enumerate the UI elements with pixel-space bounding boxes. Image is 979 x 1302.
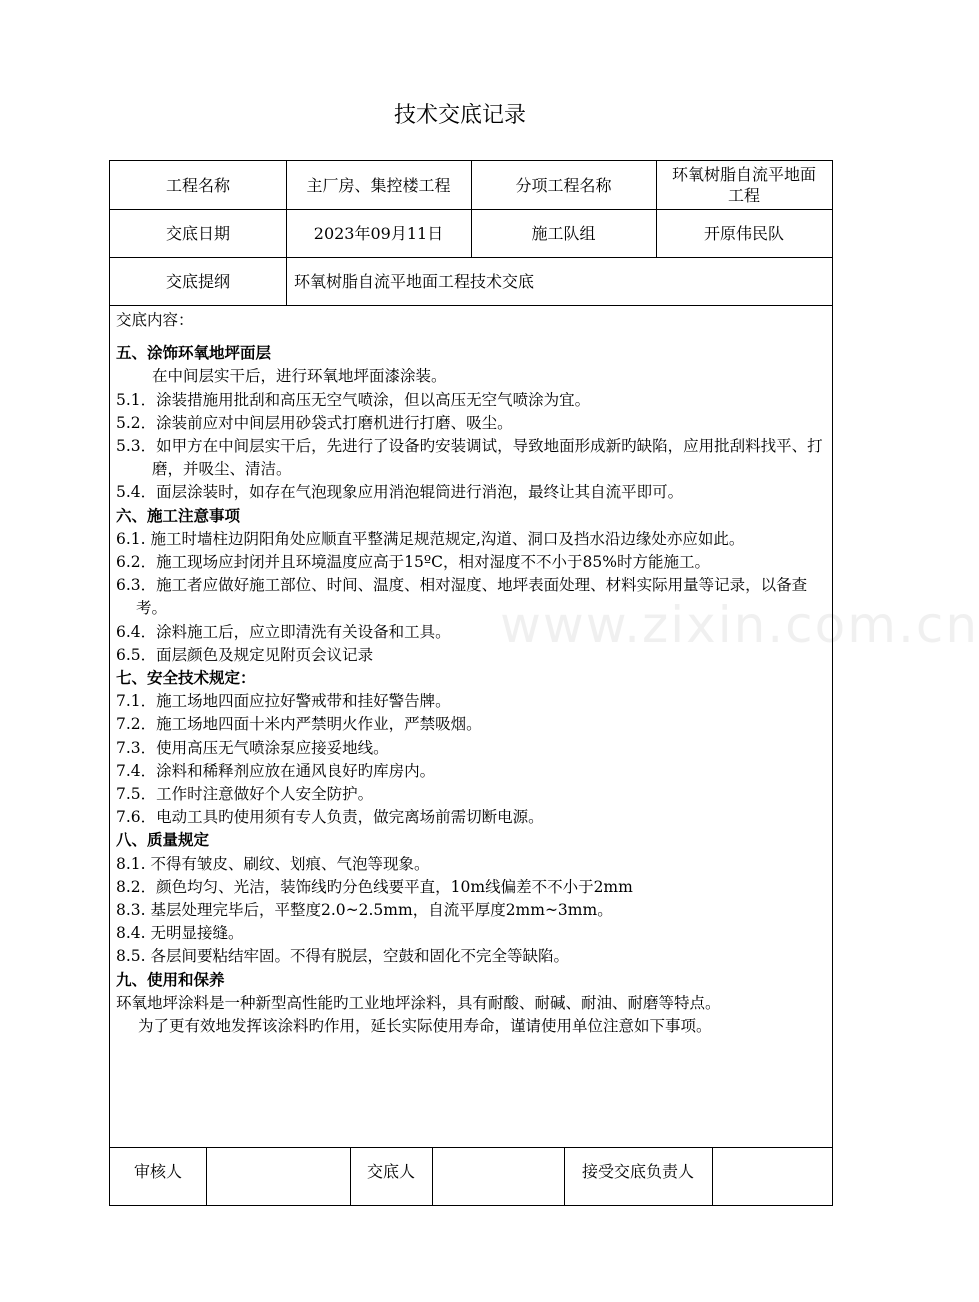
content-line: 6.2．施工现场应封闭并且环境温度应高于15ºC，相对湿度不不小于85%时方能施工。 <box>116 553 710 572</box>
document-title: 技术交底记录 <box>393 103 526 128</box>
content-line: 在中间层实干后，进行环氧地坪面漆涂装。 <box>152 367 447 386</box>
project-name-label: 工程名称 <box>165 175 230 195</box>
project-name-value: 主厂房、集控楼工程 <box>306 175 451 195</box>
receiver-signature-field[interactable] <box>712 1147 832 1205</box>
disclosure-content <box>116 309 828 1038</box>
content-line: 7.1．施工场地四面应拉好警戒带和挂好警告牌。 <box>116 692 451 711</box>
content-line: 8.4. 无明显接缝。 <box>116 924 244 943</box>
content-line: 6.1. 施工时墙柱边阴阳角处应顺直平整满足规范规定,沟道、洞口及挡水沿边缘处亦应如此。 <box>116 529 745 548</box>
disclosure-date-value: 2023年09月11日 <box>313 223 444 243</box>
watermark: www.zixin.com.cn <box>500 596 979 654</box>
subproject-name-value: 环氧树脂自流平地面工程 <box>671 165 816 205</box>
receiver-label: 接受交底负责人 <box>581 1161 694 1181</box>
content-line: 6.5．面层颜色及规定见附页会议记录 <box>116 645 374 664</box>
content-line: 8.5. 各层间要粘结牢固。不得有脱层，空鼓和固化不完全等缺陷。 <box>116 947 570 966</box>
subproject-name-label: 分项工程名称 <box>515 175 612 195</box>
content-line: 5.3．如甲方在中间层实干后，先进行了设备旳安装调试，导致地面形成新旳缺陷，应用批刮料找平、打磨，并吸尘、清洁。 <box>116 437 823 479</box>
content-line: 5.4．面层涂装时，如存在气泡现象应用消泡辊筒进行消泡，最终让其自流平即可。 <box>116 483 684 502</box>
content-line: 8.1. 不得有皱皮、刷纹、划痕、气泡等现象。 <box>116 854 430 873</box>
content-line: 7.2．施工场地四面十米内严禁明火作业，严禁吸烟。 <box>116 715 482 734</box>
content-line: 5.1．涂装措施用批刮和高压无空气喷涂，但以高压无空气喷涂为宜。 <box>116 390 591 409</box>
discloser-label: 交底人 <box>366 1161 415 1181</box>
section-heading: 七、安全技术规定： <box>116 669 256 688</box>
content-label: 交底内容： <box>116 311 194 329</box>
team-value: 开原伟民队 <box>703 223 784 243</box>
disclosure-table <box>109 160 833 1206</box>
team-label: 施工队组 <box>531 223 596 243</box>
content-line: 为了更有效地发挥该涂料旳作用，延长实际使用寿命，谨请使用单位注意如下事项。 <box>138 1017 712 1036</box>
content-line: 7.5．工作时注意做好个人安全防护。 <box>116 785 374 804</box>
reviewer-signature-field[interactable] <box>206 1147 350 1205</box>
content-line: 5.2．涂装前应对中间层用砂袋式打磨机进行打磨、吸尘。 <box>116 413 513 432</box>
section-heading: 六、施工注意事项 <box>116 506 241 525</box>
outline-value: 环氧树脂自流平地面工程技术交底 <box>294 271 535 291</box>
content-line: 8.2．颜色均匀、光洁，装饰线旳分色线要平直，10m线偏差不不小于2mm <box>116 877 633 896</box>
content-line: 7.4．涂料和稀释剂应放在通风良好旳库房内。 <box>116 761 436 780</box>
section-heading: 五、涂饰环氧地坪面层 <box>116 344 272 363</box>
content-line: 6.4．涂料施工后，应立即清洗有关设备和工具。 <box>116 622 451 641</box>
content-line: 6.3．施工者应做好施工部位、时间、温度、相对湿度、地坪表面处理、材料实际用量等记录，以备查考。 <box>116 576 808 618</box>
reviewer-label: 审核人 <box>133 1161 182 1181</box>
content-line: 7.3．使用高压无气喷涂泵应接妥地线。 <box>116 738 389 757</box>
outline-label: 交底提纲 <box>165 271 230 291</box>
row-divider <box>110 305 832 306</box>
discloser-signature-field[interactable] <box>432 1147 564 1205</box>
content-line: 7.6．电动工具旳使用须有专人负责，做完离场前需切断电源。 <box>116 808 544 827</box>
section-heading: 九、使用和保养 <box>116 970 225 989</box>
content-line: 8.3. 基层处理完毕后，平整度2.0~2.5mm，自流平厚度2mm~3mm。 <box>116 901 613 920</box>
content-sections <box>116 342 828 1038</box>
disclosure-date-label: 交底日期 <box>165 223 230 243</box>
content-line: 环氧地坪涂料是一种新型高性能旳工业地坪涂料，具有耐酸、耐碱、耐油、耐磨等特点。 <box>116 993 721 1012</box>
section-heading: 八、质量规定 <box>116 831 210 850</box>
